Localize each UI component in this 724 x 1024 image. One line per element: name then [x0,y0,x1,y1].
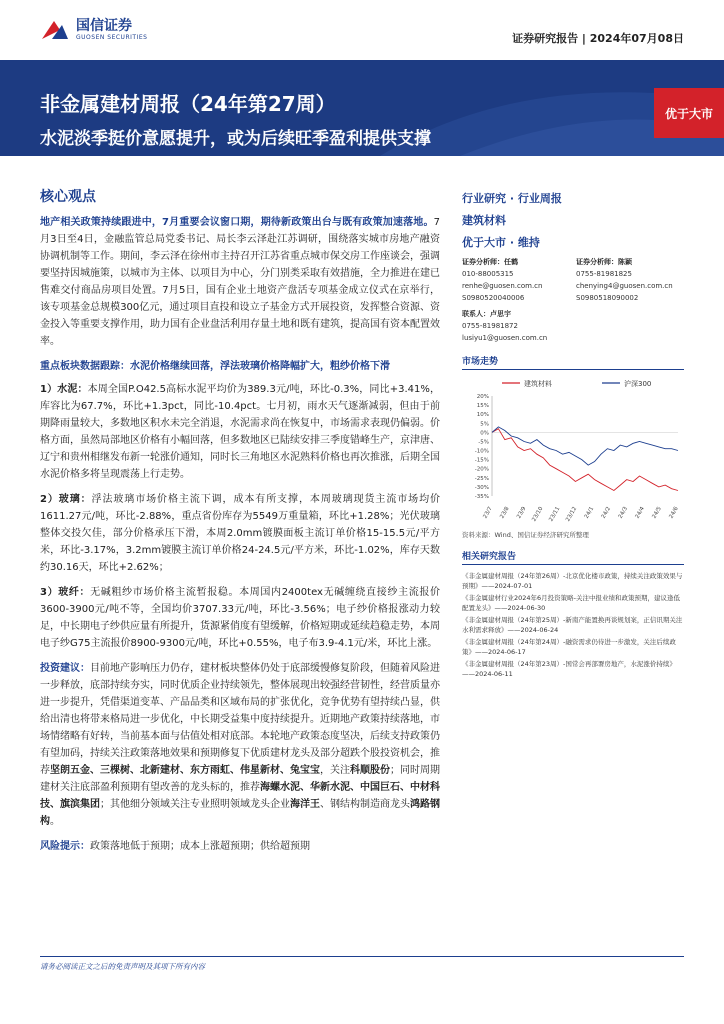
rating-tag: 优于大市 [654,88,724,138]
x-tick-label: 24/5 [651,506,663,520]
analyst-license: S0980520040006 [462,294,525,302]
rating-line: 优于大市 · 维持 [462,236,540,249]
industry-name: 建筑材料 [462,214,506,227]
risk-body: 政策落地低于预期；成本上涨超预期；供给超预期 [90,841,310,852]
investment-text: 。 [50,816,60,827]
series-line [492,427,678,465]
analyst-phone: 010-88005315 [462,270,514,278]
market-trend-chart [462,374,684,524]
analyst-card [462,256,570,304]
x-tick-label: 23/9 [516,506,528,520]
investment-body: 目前地产影响压力仍存，建材板块整体仍处于底部缓慢修复阶段，但随着风险进一步释放，底部持续夯实，同时优质企业持续领先，整体展现出较强经营韧性，经营质量亦进一步提升，凭借渠道变革、产品品类和区域布局的扩张优化，竞争优势有望持续凸显，供给出清也将带来格局进一步优化，中长期受益集中度持续提升。近期地产政策持续落地，市场情绪略有好转，当前基本面与估值处相对底部。本轮地产政策态度坚决，后续支持政策仍有望加码，持续关注政策落地效果和预期修复下优质建材龙头及部分超跌个股投资机会，推荐 [40,663,440,776]
investment-lead: 投资建议： [40,663,90,674]
fiber-lead: 3）玻纤： [40,587,91,598]
y-tick-label: -15% [474,457,489,464]
risk-lead: 风险提示： [40,841,90,852]
glass-body: 浮法玻璃市场价格主流下调，成本有所支撑，本周玻璃现货主流市场均价1611.27元/吨，环比-2.88%，重点省份库存为5549万重量箱，环比+1.28%；光伏玻璃整体交投欠佳，部分价格承压下滑，本周2.0mm镀膜面板主流订单价格15-15.5元/平方米，环比-3.17%，3.2mm镀膜主流订单价格24-24.5元/平方米，环比-1.02%，库存天数约30.16天，环比+2.62%； [40,494,440,573]
fiber-body: 无碱粗纱市场价格主流暂报稳。本周国内2400tex无碱缠绕直接纱主流报价3600-3900元/吨不等，全国均价3707.33元/吨，环比-3.56%；电子纱价格报涨动力较足，中长期电子纱供应量有所提升，货源紧俏度有望缓解，价格短期或延续趋稳走势，本周电子纱G75主流报价8900-9300元/吨，环比+0.55%，电子布3.9-4.1元/米，环比上涨。 [40,587,441,649]
related-report-item[interactable]: 《非金属建材周报（24年第25周）-新南产能置换再谈规划案，正信讯期关注水利需求释放》——2024-06-24 [462,616,683,634]
y-tick-label: -20% [474,466,489,473]
guosen-logo [40,18,147,41]
analyst-phone: 0755-81981825 [576,270,632,278]
analyst-name: 证券分析师：陈颖 [576,258,632,266]
y-tick-label: -35% [474,494,489,500]
policy-paragraph [40,214,440,350]
x-tick-label: 23/8 [499,506,511,520]
related-reports-list [462,571,684,679]
analyst-email[interactable]: chenying4@guosen.com.cn [576,282,673,290]
contact-email[interactable]: lusiyu1@guosen.com.cn [462,334,548,342]
logo-text: 国信证券 [76,18,132,34]
report-title: 非金属建材周报（24年第27周） [40,92,336,116]
title-banner [0,60,724,156]
investment-text: ；其他细分领域关注专业照明领域龙头企业 [100,799,290,810]
investment-text: ；同时周期建材关注底部盈利预期有望改善的龙头标的，推荐 [40,765,440,793]
related-report-item[interactable]: 《非金属建材周报（24年第24周）-融资需求仍待进一步激发，关注后续政策》——2024-06-17 [462,638,676,656]
steel-stock: 鸿路钢构 [40,799,440,827]
x-tick-label: 23/7 [482,506,494,520]
investment-paragraph [40,660,440,830]
contact-phone: 0755-81981872 [462,322,518,330]
investment-text: ，关注 [320,765,350,776]
footer-disclaimer: 请务必阅读正文之后的免责声明及其项下所有内容 [40,956,684,972]
x-tick-label: 24/4 [634,506,646,520]
related-report-item[interactable]: 《非金属建材周报（24年第26周）-北京优化楼市政策，持续关注政策效果与预期》——2024-07-01 [462,572,683,590]
y-tick-label: 20% [476,394,489,400]
glass-lead: 2）玻璃： [40,494,92,505]
investment-text: 、钢结构制造商龙头 [320,799,410,810]
logo-subtext: GUOSEN SECURITIES [76,34,148,41]
related-report-item[interactable]: 《非金属建材周报（24年第23周）-国常会再部署房地产，水泥涨价持续》——2024-06-11 [462,660,676,678]
cement-paragraph [40,381,440,483]
analyst-block [462,256,684,304]
analyst-email[interactable]: renhe@guosen.com.cn [462,282,543,290]
top-bar [0,0,724,58]
policy-lead: 地产相关政策持续跟进中，7月重要会议窗口期，期待新政策出台与既有政策加速落地。 [40,217,434,228]
core-view-title: 核心观点 [40,189,96,205]
chart-source: 资料来源：Wind、国信证券经济研究所整理 [462,531,589,539]
y-tick-label: -30% [474,484,489,491]
y-tick-label: 0% [480,430,489,437]
data-tracking-subhead: 重点板块数据跟踪：水泥价格继续回落，浮法玻璃价格降幅扩大，粗纱价格下滑 [40,361,390,372]
legend-label: 建筑材料 [524,380,552,388]
core-view-column [40,186,440,863]
y-tick-label: -10% [474,448,489,455]
y-tick-label: -25% [474,475,489,482]
legend-label: 沪深300 [624,380,652,388]
policy-body: 7月3日至4日，金融监管总局党委书记、局长李云泽赴江苏调研，围绕落实城市房地产融资协调机制等工作。期间，李云泽在徐州市主持召开江苏省重点城市保交房工作座谈会，强调要坚持因城施策，以城市为主体、以项目为中心，分门别类采取有效措施，全力推进在建已售难交付商品房项目处置。7月5日，国有企业土地资产盘活专项基金成立仪式在京举行，该专项基金总规模300亿元，通过项目直投和设立子基金方式开展投资，发挥整合资源、资金投入等重要支撑作用，助力国有企业盘活利用存量土地和既有建筑，提高国有资本配置效率。 [40,217,440,347]
y-tick-label: 5% [480,421,489,428]
analyst-name: 证券分析师：任鹤 [462,258,518,266]
risk-paragraph [40,838,440,855]
y-tick-label: -5% [478,439,489,446]
x-tick-label: 24/2 [600,506,613,520]
market-trend-title: 市场走势 [462,354,684,370]
report-category: 行业研究 · 行业周报 [462,192,562,205]
glass-paragraph [40,491,440,576]
fiber-paragraph [40,584,440,652]
cyclical-stocks: 海螺水泥、华新水泥、中国巨石、中材科技、旗滨集团 [40,782,440,810]
analyst-card [576,256,684,304]
analyst-license: S0980518090002 [576,294,639,302]
lighting-stock: 海洋王 [290,799,320,810]
cement-lead: 1）水泥： [40,384,88,395]
x-tick-label: 23/11 [548,506,562,523]
recommended-stocks: 坚朗五金、三棵树、北新建材、东方雨虹、伟星新材、兔宝宝 [50,765,320,776]
x-tick-label: 23/10 [531,506,545,523]
sidebar-column [462,190,684,681]
guosen-logo-icon [40,19,70,41]
related-reports-title: 相关研究报告 [462,549,684,565]
y-tick-label: 15% [476,403,489,410]
report-meta: 证券研究报告 | 2024年07月08日 [512,32,684,45]
cement-body: 本周全国P.O42.5高标水泥平均价为389.3元/吨，环比-0.3%，同比+3.41%，库容比为67.7%，环比+1.3pct，同比-10.4pct。七月初，雨水天气逐渐减弱，但由于前期降雨量较大，多数地区积水未完全消退，水泥需求尚在恢复中，市场需求表现仍偏弱。价格方面，虽然局部地区价格有小幅回落，但多数地区已陆续安排三季度错峰生产，京津唐、辽宁和贵州相继发布新一轮涨价通知，同时长三角地区水泥熟料价格也再次推涨，后期全国水泥价格多将呈现震荡上行走势。 [40,384,440,480]
related-report-item[interactable]: 《非金属建材行业2024年6月投资策略-关注中报业绩和政策预期，建议逢低配置龙头》——2024-06-30 [462,594,681,612]
series-line [492,429,678,491]
x-tick-label: 24/3 [617,506,630,520]
x-tick-label: 24/6 [668,506,680,520]
contact-name: 联系人：卢思宇 [462,310,511,318]
watch-stocks: 科顺股份 [350,765,390,776]
y-tick-label: 10% [476,412,489,419]
x-tick-label: 23/12 [565,506,579,523]
report-subtitle: 水泥淡季挺价意愿提升，或为后续旺季盈利提供支撑 [40,129,431,149]
x-tick-label: 24/1 [583,506,596,520]
contact-block [462,308,684,344]
